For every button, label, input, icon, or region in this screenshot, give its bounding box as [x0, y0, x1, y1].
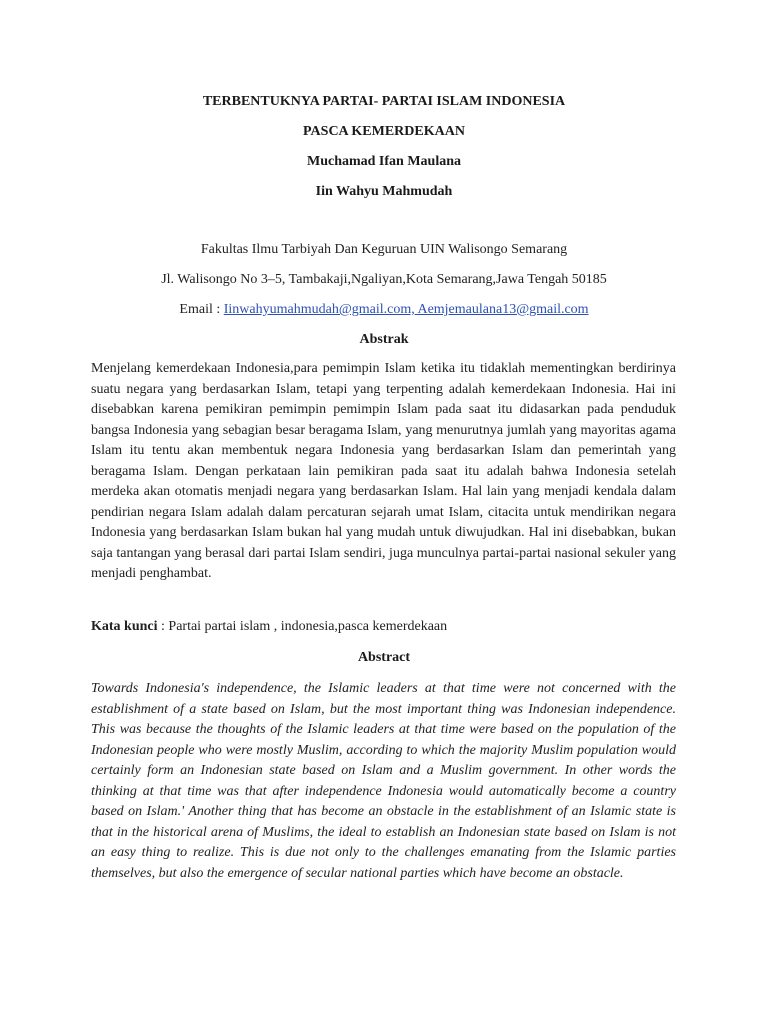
email-link-2[interactable]: Aemjemaulana13@gmail.com: [417, 302, 589, 317]
abstrak-heading: Abstrak: [359, 332, 409, 347]
author-name-2: Iin Wahyu Mahmudah: [315, 184, 453, 199]
abstract-heading: Abstract: [357, 650, 411, 665]
email-link-1[interactable]: Iinwahyumahmudah@gmail.com,: [223, 302, 415, 317]
keywords-text: : Partai partai islam , indonesia,pasca kemerdekaan: [157, 619, 448, 634]
abstract-body: Towards Indonesia's independence, the Islamic leaders at that time were not concerned with the establishment of a state based on Islam, but the most important thing was Indonesian independence. This was because the thoughts of the Islamic leaders at that time were based on the population of the Indonesian people who were mostly Muslim, according to which the majority Muslim population would certainly form an Indonesian state based on Islam and a Muslim government. In other words the thinking at that time was that after independence Indonesia would automatically become a country based on Islam.' Another thing that has become an obstacle in the establishment of an Islamic state is that in the historical arena of Muslims, the ideal to establish an Indonesian state based on Islam is not an easy thing to realize. This is due not only to the challenges emanating from the Islamic parties themselves, but also the emergence of secular national parties which have become an obstacle.: [91, 681, 676, 881]
affiliation-address: Jl. Walisongo No 3–5, Tambakaji,Ngaliyan,Kota Semarang,Jawa Tengah 50185: [161, 272, 607, 287]
author-name-1: Muchamad Ifan Maulana: [306, 154, 462, 169]
keywords-line: [91, 619, 676, 635]
email-label: Email :: [179, 302, 224, 317]
paper-title-line-1: TERBENTUKNYA PARTAI- PARTAI ISLAM INDONESIA: [202, 94, 566, 109]
keywords-label: Kata kunci: [91, 619, 158, 634]
abstrak-body: Menjelang kemerdekaan Indonesia,para pemimpin Islam ketika itu tidaklah mementingkan berdirinya suatu negara yang berdasarkan Islam, tetapi yang terpenting adalah kemerdekaan Indonesia. Hai ini disebabkan karena pemikiran pemimpin pemimpin Islam pada saat itu didasarkan pada penduduk bangsa Indonesia yang sebagian besar beragama Islam, yang menurutnya jumlah yang mayoritas agama Islam itu tentu akan membentuk negara Indonesia yang berdasarkan Islam dan pemerintah yang beragama Islam. Dengan perkataan lain pemikiran pada saat itu adalah bahwa Indonesia setelah merdeka akan otomatis menjadi negara yang berdasarkan Islam. Hal lain yang menjadi kendala dalam pendirian negara Islam adalah dalam percaturan sejarah umat Islam, citacita untuk mendirikan negara Indonesia yang berdasarkan Islam bukan hal yang mudah untuk diwujudkan. Hal ini disebabkan, bukan saja tantangan yang berasal dari partai Islam sendiri, juga munculnya partai-partai nasional sekuler yang menjadi penghambat.: [91, 361, 676, 581]
affiliation-institution: Fakultas Ilmu Tarbiyah Dan Keguruan UIN Walisongo Semarang: [200, 242, 568, 257]
paper-title-line-2: PASCA KEMERDEKAAN: [303, 124, 465, 139]
email-line: [0, 302, 768, 318]
